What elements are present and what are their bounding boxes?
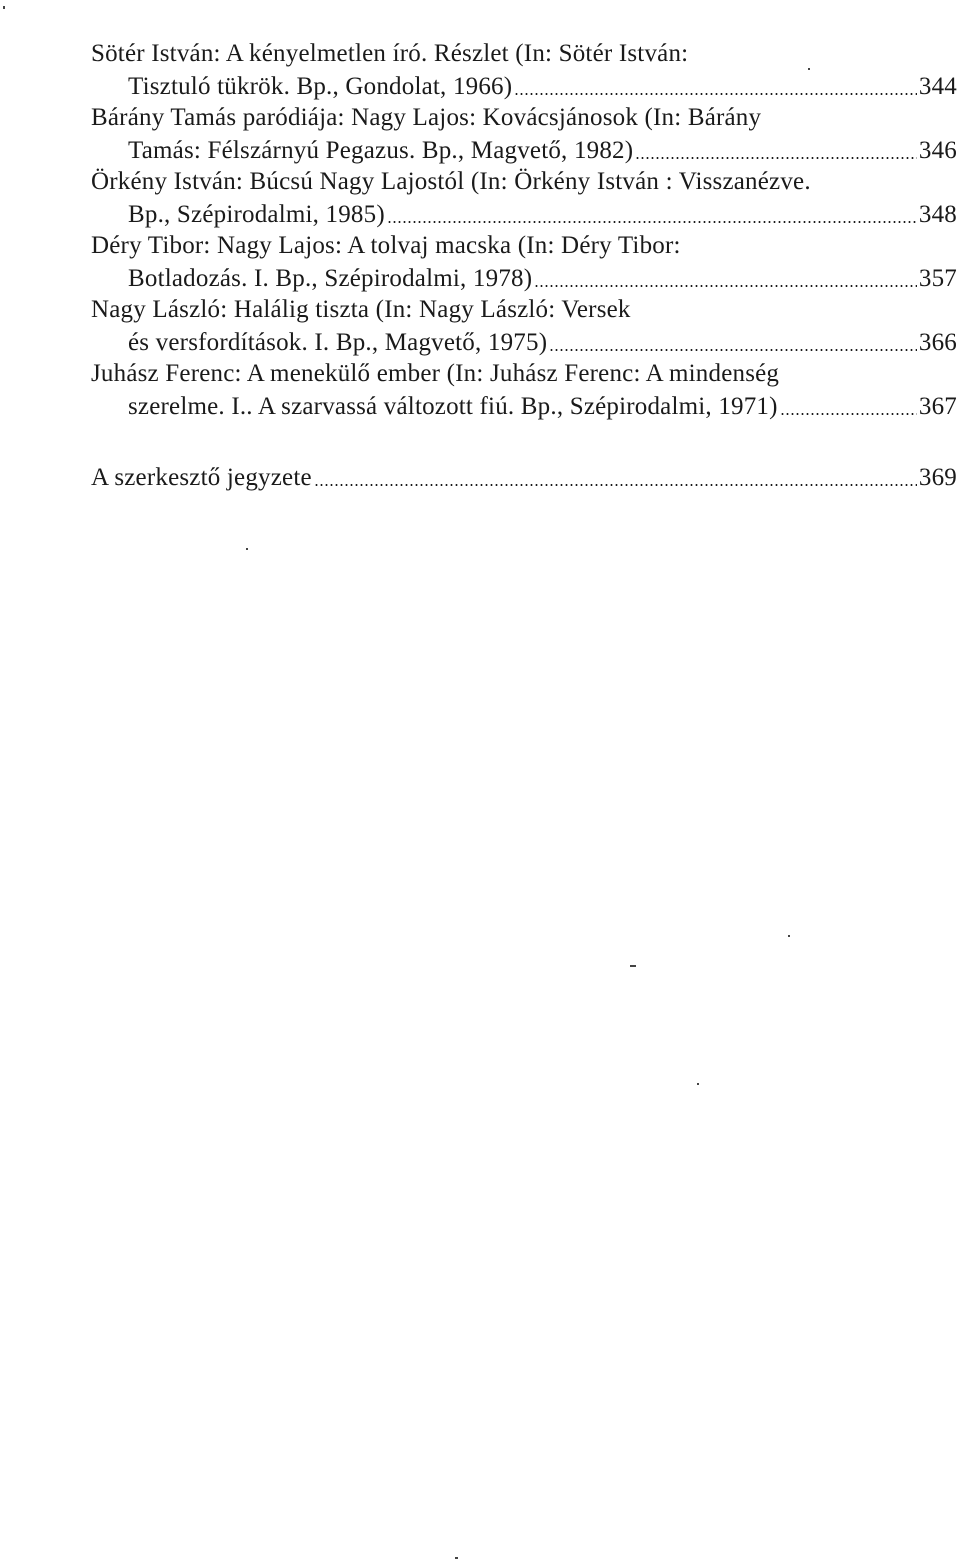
entry-source: és versfordítások. I. Bp., Magvető, 1975) — [128, 329, 548, 356]
toc-entry — [91, 102, 957, 166]
entry-source-line — [91, 133, 957, 166]
page-number: 348 — [918, 201, 957, 228]
entry-source-line — [91, 69, 957, 102]
toc-entry-editor-note — [91, 460, 957, 493]
dot-leader — [314, 462, 917, 487]
entry-source: Tisztuló tükrök. Bp., Gondolat, 1966) — [128, 73, 513, 100]
toc-entry — [91, 166, 957, 230]
toc-entry — [91, 230, 957, 294]
page-number: 369 — [918, 464, 957, 491]
toc-entry — [91, 358, 957, 422]
page-number: 366 — [918, 329, 957, 356]
entry-title: Nagy László: Halálig tiszta (In: Nagy László: Versek — [91, 296, 631, 323]
dot-leader — [387, 199, 917, 224]
entry-title: Örkény István: Búcsú Nagy Lajostól (In: Örkény István : Visszanézve. — [91, 168, 811, 195]
scan-speck — [630, 965, 636, 967]
dot-leader — [780, 391, 917, 416]
entry-title: A szerkesztő jegyzete — [91, 464, 312, 491]
entry-source: Bp., Szépirodalmi, 1985) — [128, 201, 385, 228]
entry-title: Sötér István: A kényelmetlen író. Részlet (In: Sötér István: — [91, 40, 689, 67]
entry-source-line — [91, 325, 957, 358]
scan-speck — [697, 1083, 699, 1085]
entry-title: Bárány Tamás paródiája: Nagy Lajos: Kovácsjánosok (In: Bárány — [91, 104, 762, 131]
toc-entry — [91, 38, 957, 102]
entry-source: Tamás: Félszárnyú Pegazus. Bp., Magvető, 1982) — [128, 137, 634, 164]
entry-source: szerelme. I.. A szarvassá változott fiú. Bp., Szépirodalmi, 1971) — [128, 393, 778, 420]
scan-speck — [246, 548, 248, 550]
page-number: 344 — [918, 73, 957, 100]
entry-source-line — [91, 197, 957, 230]
page-number: 357 — [918, 265, 957, 292]
scan-speck — [788, 935, 790, 937]
entry-source-line — [91, 389, 957, 422]
entry-line — [91, 460, 957, 493]
scan-speck — [808, 68, 810, 70]
page-number: 367 — [918, 393, 957, 420]
dot-leader — [635, 135, 917, 160]
entry-title: Juhász Ferenc: A menekülő ember (In: Juhász Ferenc: A mindenség — [91, 360, 780, 387]
scan-speck — [455, 1557, 458, 1559]
dot-leader — [514, 71, 917, 96]
table-of-contents — [91, 38, 957, 493]
entry-source: Botladozás. I. Bp., Szépirodalmi, 1978) — [128, 265, 533, 292]
entry-title: Déry Tibor: Nagy Lajos: A tolvaj macska (In: Déry Tibor: — [91, 232, 681, 259]
dot-leader — [534, 263, 917, 288]
dot-leader — [549, 327, 917, 352]
page-number: 346 — [918, 137, 957, 164]
entry-source-line — [91, 261, 957, 294]
scan-speck — [3, 6, 5, 9]
section-spacer — [91, 422, 957, 460]
toc-entry — [91, 294, 957, 358]
